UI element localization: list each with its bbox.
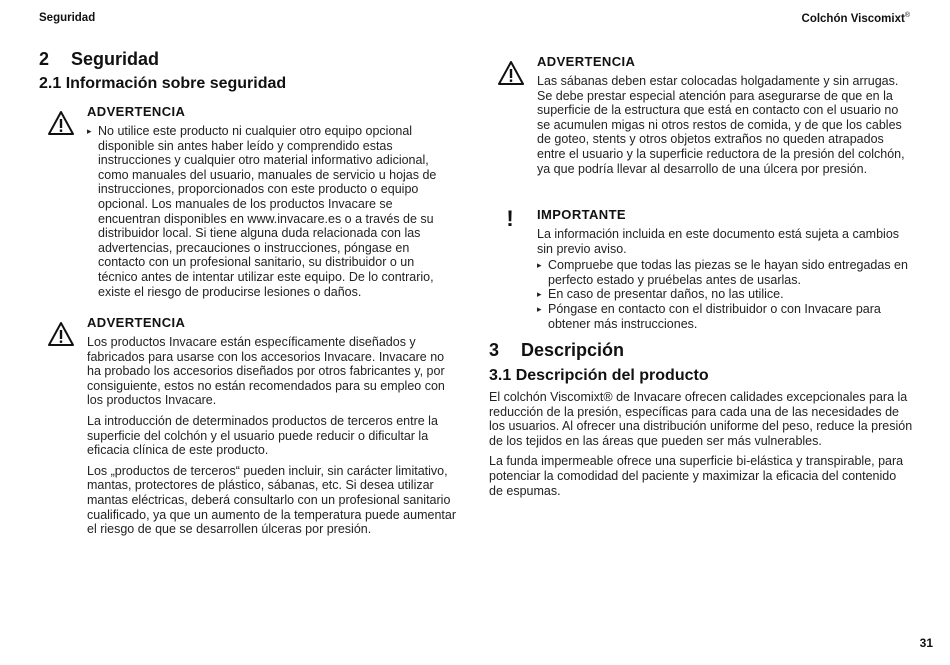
section-heading-2: 2 Seguridad: [39, 49, 160, 69]
warning-body: [537, 74, 912, 176]
important-bullet: ▸ Compruebe que todas las piezas se le hayan sido entregadas en perfecto estado y pruébelas antes de usarlas.: [537, 258, 911, 287]
important-bullet: ▸ En caso de presentar daños, no las utilice.: [537, 287, 911, 302]
warning-paragraph: La introducción de determinados productos de terceros entre la superficie del colchón y el usuario puede reducir o dificultar la eficacia clínica de este producto.: [87, 413, 438, 458]
important-bullet: ▸ Póngase en contacto con el distribuidor o con Invacare para obtener más instrucciones.: [537, 302, 911, 331]
product-description: [489, 390, 913, 498]
description-paragraph: La funda impermeable ofrece una superficie bi-elástica y transpirable, para potenciar la comodidad del paciente y maximizar la eficacia del contenido de espumas.: [489, 454, 904, 498]
warning-label: ADVERTENCIA: [87, 315, 186, 330]
warning-label: ADVERTENCIA: [537, 54, 636, 69]
important-paragraph: La información incluida en este documento está sujeta a cambios sin previo aviso.: [537, 227, 900, 256]
warning-label: ADVERTENCIA: [87, 104, 186, 119]
warning-paragraph: Los productos Invacare están específicamente diseñados y fabricados para usarse con los accesorios Invacare. Invacare no ha probado los accesorios diseñados por otros fabricantes y, por consiguiente, estos no están recomendados para su empleo con los productos Invacare.: [87, 335, 445, 408]
subsection-heading-2-1: 2.1 Información sobre seguridad: [39, 75, 287, 92]
warning-bullet: ▸ No utilice este producto ni cualquier otro equipo opcional disponible sin antes haber leído y comprendido estas instrucciones y cualquier otro material informativo adicional, como manuales del usuario, manuales de servicio u hojas de instrucciones, proporcionados con este producto o equipo opcional. Los manuales de los productos Invacare se encuentran disponibles en www.invacare.es o a través de su distribuidor local. Si tiene alguna duda relacionada con las advertencias, precauciones o instrucciones, póngase en contacto con un profesional sanitario, su distribuidor o un técnico antes de intentar utilizar este equipo. De lo contrario, existe el riesgo de producirse lesiones o daños.: [87, 124, 455, 299]
warning-body: [87, 335, 459, 537]
subsection-heading-3-1: 3.1 Descripción del producto: [489, 367, 709, 384]
exclamation-icon: !: [506, 206, 514, 231]
description-paragraph: El colchón Viscomixt® de Invacare ofrecen calidades excepcionales para la reducción de la presión, específicas para cada una de las necesidades de los usuarios. Al ofrecer una distribución uniforme del peso, reduce la presión de los tejidos en las áreas que pueden ser más vulnerables.: [489, 390, 913, 448]
warning-paragraph: Las sábanas deben estar colocadas holgadamente y sin arrugas. Se debe prestar especial atención para asegurarse de que en la superficie de la estructura que está en contacto con el usuario no se acumulen migas ni otros restos de comida, y de que los cables de goteo, stents y otros objetos extraños no queden atrapados entre el usuario y la superficie reductora de la presión del colchón, ya que podría llevar al desarrollo de una úlcera por presión.: [537, 74, 905, 176]
section-heading-3: 3 Descripción: [489, 340, 625, 360]
registered-mark: ®: [904, 12, 910, 19]
warning-body: [87, 124, 455, 299]
product-name: Colchón Viscomixt: [801, 12, 905, 25]
page-number: 31: [919, 636, 933, 650]
warning-paragraph: Los „productos de terceros“ pueden incluir, sin carácter limitativo, mantas, protectores de plástico, sábanas, etc. Si desea utilizar mantas eléctricas, deberá consultarlo con un profesional sanitario cualificado, ya que un aumento de la temperatura puede aumentar el riesgo de que se desarrollen úlceras por presión.: [87, 463, 456, 537]
important-label: IMPORTANTE: [537, 207, 626, 222]
warning-triangle-icon: [47, 321, 75, 347]
running-header-left: Seguridad: [39, 12, 96, 24]
warning-triangle-icon: [47, 110, 75, 136]
important-body: [537, 227, 911, 331]
warning-triangle-icon: [497, 60, 525, 86]
running-header-right: [802, 12, 910, 25]
